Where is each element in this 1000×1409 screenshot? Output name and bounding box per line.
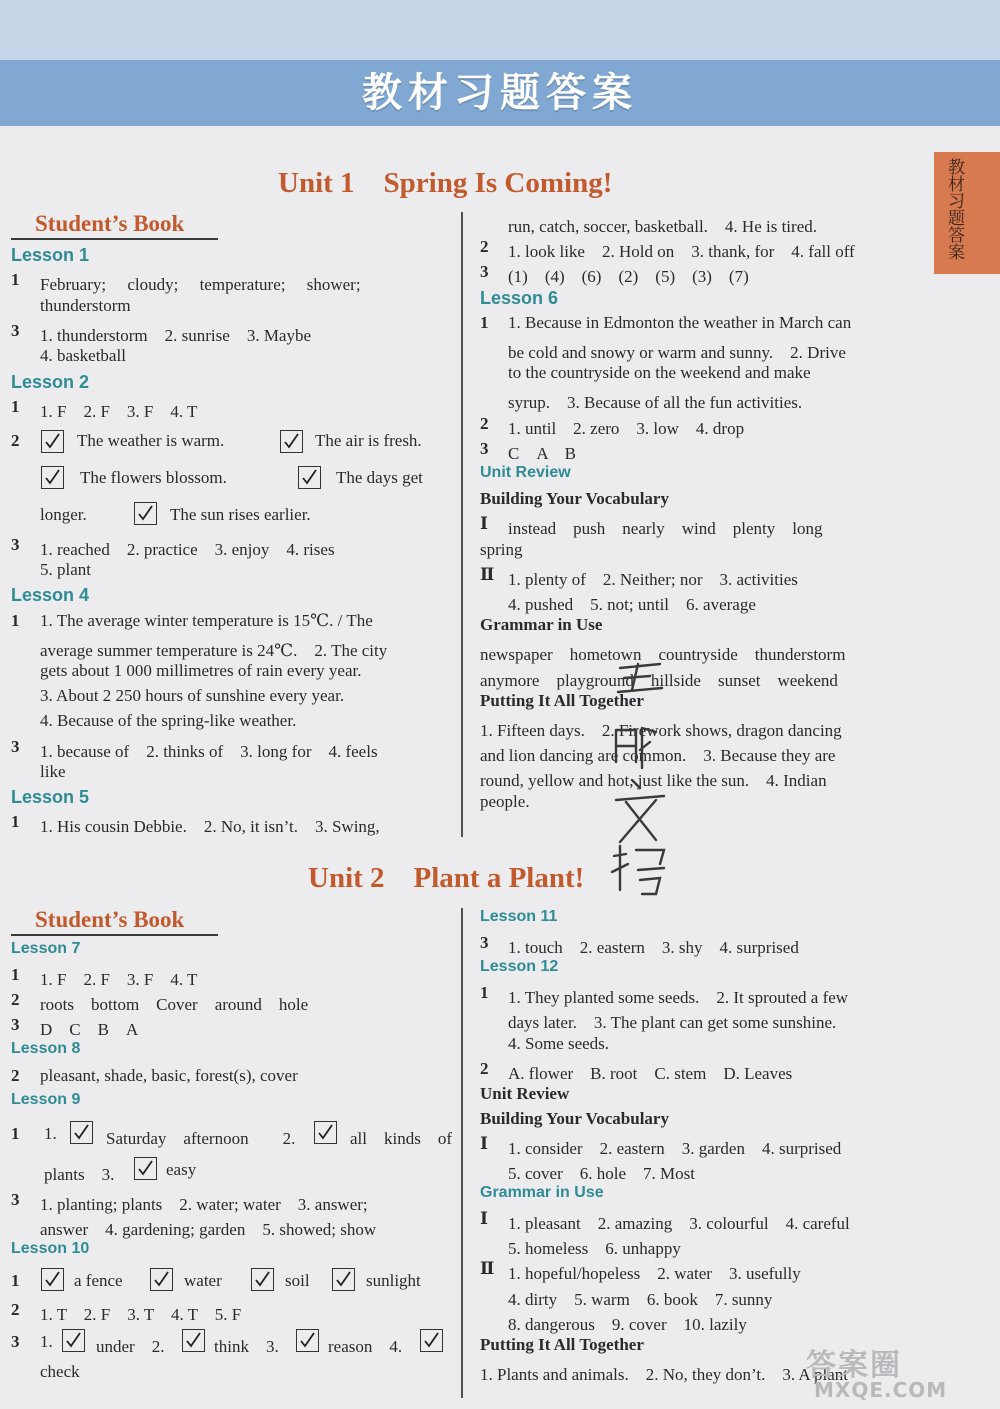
answer-text: thunderstorm — [40, 295, 131, 315]
answer-text: anymore playground hillside sunset weekend — [480, 670, 838, 690]
section-heading: Grammar in Use — [480, 1184, 604, 1202]
section-heading: Lesson 2 — [11, 371, 90, 392]
answer-text: The flowers blossom. — [80, 468, 227, 487]
answer-text: 1. His cousin Debbie. 2. No, it isn’t. 3. Swing, — [40, 817, 380, 837]
item-number: 1 — [11, 965, 20, 985]
unit2-title: Unit 2 Plant a Plant! — [308, 862, 585, 894]
item-number: 2 — [480, 237, 489, 257]
check-icon — [137, 504, 154, 522]
answer-text: The days get — [336, 468, 423, 487]
unit2-book-heading: Student’s Book — [11, 907, 218, 936]
answer-text: 1. Plants and animals. 2. No, they don’t. 3. A plant — [480, 1364, 848, 1384]
check-icon — [299, 1331, 316, 1349]
section-heading: Lesson 11 — [480, 908, 558, 925]
answer-text: 1. look like 2. Hold on 3. thank, for 4. fall off — [508, 242, 855, 262]
check-icon — [423, 1331, 440, 1349]
answer-text: and lion dancing are common. 3. Because they are — [480, 746, 836, 766]
checkbox-checked[interactable] — [62, 1329, 85, 1352]
column-divider — [461, 212, 463, 837]
answer-text: 1. — [40, 1332, 53, 1351]
answer-text: all kinds of — [350, 1129, 452, 1148]
answer-text: 1. pleasant 2. amazing 3. colourful 4. careful — [508, 1214, 850, 1234]
answer-text: 1. The average winter temperature is 15℃. / The — [40, 610, 373, 630]
item-number: Ⅱ — [480, 564, 495, 584]
answer-text: 1. because of 2. thinks of 3. long for 4. feels — [40, 741, 378, 761]
answer-text: newspaper hometown countryside thunderstorm — [480, 645, 846, 665]
page-banner — [0, 60, 1000, 126]
answer-text: 1. hopeful/hopeless 2. water 3. usefully — [508, 1264, 801, 1284]
answer-text: roots bottom Cover around hole — [40, 995, 309, 1015]
answer-text: water — [184, 1271, 222, 1290]
item-number: 2 — [480, 1058, 489, 1078]
answer-text: 3. About 2 250 hours of sunshine every year. — [40, 686, 345, 706]
answer-text: answer 4. gardening; garden 5. showed; show — [40, 1220, 377, 1240]
answer-text: 1. reached 2. practice 3. enjoy 4. rises — [40, 540, 335, 559]
checkbox-checked[interactable] — [182, 1329, 205, 1352]
item-number: Ⅰ — [480, 1209, 488, 1229]
answer-text: 1. T 2. F 3. T 4. T 5. F — [40, 1305, 242, 1324]
section-heading: Lesson 10 — [11, 1240, 90, 1258]
answer-text: A. flower B. root C. stem D. Leaves — [508, 1063, 793, 1083]
check-icon — [185, 1331, 202, 1349]
checkbox-checked[interactable] — [41, 1268, 64, 1291]
answer-text: 5. cover 6. hole 7. Most — [508, 1164, 695, 1183]
answer-text: 4. dirty 5. warm 6. book 7. sunny — [508, 1289, 773, 1309]
answer-text: 4. Because of the spring-like weather. — [40, 711, 297, 731]
section-heading: Unit Review — [480, 464, 571, 481]
checkbox-checked[interactable] — [134, 502, 157, 525]
answer-text: spring — [480, 539, 523, 559]
item-number: 1 — [11, 396, 20, 416]
check-icon — [335, 1270, 352, 1288]
item-number: 1 — [11, 812, 20, 832]
item-number: 3 — [11, 1190, 20, 1209]
subsection-heading: Putting It All Together — [480, 1334, 644, 1354]
side-tab — [934, 152, 1000, 274]
check-icon — [44, 468, 61, 486]
answer-text: think 3. — [214, 1337, 279, 1356]
item-number: 2 — [11, 1300, 20, 1319]
answer-text: Saturday afternoon 2. — [106, 1129, 296, 1148]
item-number: 2 — [11, 1065, 20, 1085]
watermark-url: MXQE.COM — [814, 1378, 948, 1402]
unit1-title: Unit 1 Spring Is Coming! — [278, 167, 613, 199]
answer-text: 4. basketball — [40, 346, 126, 366]
item-number: Ⅰ — [480, 1133, 488, 1153]
checkbox-checked[interactable] — [332, 1268, 355, 1291]
item-number: 1 — [480, 983, 489, 1003]
answer-text: 1. thunderstorm 2. sunrise 3. Maybe — [40, 325, 312, 345]
check-icon — [153, 1270, 170, 1288]
item-number: 3 — [480, 933, 489, 953]
checkbox-checked[interactable] — [150, 1268, 173, 1291]
item-number: 3 — [11, 320, 20, 340]
item-number: 3 — [480, 262, 489, 282]
item-number: 2 — [480, 413, 489, 433]
answer-text: 1. consider 2. eastern 3. garden 4. surprised — [508, 1138, 842, 1158]
check-icon — [44, 1270, 61, 1288]
answer-text: 8. dangerous 9. cover 10. lazily — [508, 1314, 747, 1334]
checkbox-checked[interactable] — [251, 1268, 274, 1291]
item-number: 3 — [480, 438, 489, 458]
answer-text: 1. touch 2. eastern 3. shy 4. surprised — [508, 938, 799, 958]
checkbox-checked[interactable] — [420, 1329, 443, 1352]
answer-text: sunlight — [366, 1271, 421, 1290]
answer-text: days later. 3. The plant can get some sunshine. — [508, 1013, 837, 1033]
checkbox-checked[interactable] — [134, 1157, 157, 1180]
answer-text: reason 4. — [328, 1337, 403, 1356]
check-icon — [65, 1331, 82, 1349]
answer-text: 1. planting; plants 2. water; water 3. answer; — [40, 1195, 368, 1214]
section-heading: Lesson 1 — [11, 245, 90, 265]
unit1-book-heading: Student’s Book — [11, 211, 218, 240]
checkbox-checked[interactable] — [298, 466, 321, 489]
check-icon — [301, 468, 318, 486]
answer-text: be cold and snowy or warm and sunny. 2. Drive — [508, 343, 846, 362]
check-icon — [73, 1123, 90, 1141]
item-number: 2 — [11, 431, 20, 450]
answer-text: syrup. 3. Because of all the fun activities. — [508, 393, 803, 413]
answer-text: easy — [166, 1160, 197, 1179]
item-number: 1 — [11, 270, 20, 290]
answer-text: under 2. — [96, 1337, 165, 1356]
answer-text: 5. plant — [40, 560, 91, 580]
answer-text: The air is fresh. — [315, 431, 422, 450]
answer-text: 1. Fifteen days. 2. Firework shows, dragon dancing — [480, 721, 842, 740]
subsection-heading: Grammar in Use — [480, 615, 603, 635]
answer-text: instead push nearly wind plenty long — [508, 519, 823, 539]
answer-text: February; cloudy; temperature; shower; — [40, 275, 361, 295]
checkbox-checked[interactable] — [41, 466, 64, 489]
subsection-heading: Building Your Vocabulary — [480, 1108, 669, 1128]
answer-text: gets about 1 000 millimetres of rain every year. — [40, 661, 362, 680]
answer-text: 4. pushed 5. not; until 6. average — [508, 595, 756, 614]
answer-text: people. — [480, 791, 530, 811]
checkbox-checked[interactable] — [70, 1121, 93, 1144]
page-title: 教材习题答案 — [362, 70, 638, 116]
answer-text: longer. — [40, 505, 87, 524]
check-icon — [317, 1123, 334, 1141]
handwriting-scribble — [580, 650, 690, 915]
section-heading: Lesson 5 — [11, 787, 90, 807]
answer-text: The sun rises earlier. — [170, 505, 311, 524]
item-number: Ⅱ — [480, 1259, 495, 1279]
top-strip — [0, 0, 1000, 60]
answer-text: D C B A — [40, 1020, 139, 1040]
item-number: 3 — [11, 1332, 20, 1351]
item-number: 1 — [11, 1271, 20, 1290]
section-heading: Lesson 6 — [480, 287, 559, 308]
watermark-logo-text: 答案圈 — [806, 1348, 902, 1383]
answer-text: 1. Because in Edmonton the weather in March can — [508, 312, 852, 332]
item-number: 3 — [11, 1015, 20, 1035]
subsection-heading: Building Your Vocabulary — [480, 489, 669, 509]
answer-text: like — [40, 761, 66, 781]
answer-text: check — [40, 1362, 80, 1381]
answer-text: 1. They planted some seeds. 2. It sprouted a few — [508, 988, 849, 1008]
section-heading: Lesson 7 — [11, 940, 81, 957]
watermark — [806, 1340, 948, 1402]
subsection-heading: Putting It All Together — [480, 690, 644, 710]
item-number: 1 — [11, 1124, 20, 1143]
section-heading: Lesson 12 — [480, 958, 559, 976]
answer-text: to the countryside on the weekend and make — [508, 363, 811, 383]
check-icon — [137, 1159, 154, 1177]
answer-text: run, catch, soccer, basketball. 4. He is tired. — [508, 217, 817, 236]
answer-text: round, yellow and hot, just like the sun. 4. Indian — [480, 771, 827, 791]
answer-text: plants 3. — [44, 1165, 115, 1184]
answer-text: 1. until 2. zero 3. low 4. drop — [508, 418, 745, 438]
item-number: 1 — [480, 312, 489, 332]
checkbox-checked[interactable] — [314, 1121, 337, 1144]
section-heading: Lesson 4 — [11, 585, 90, 606]
side-tab-label: 教材习题答案 — [944, 158, 964, 260]
answer-text: The weather is warm. — [77, 431, 225, 450]
section-heading: Lesson 8 — [11, 1040, 81, 1058]
checkbox-checked[interactable] — [41, 430, 64, 453]
section-heading: Lesson 9 — [11, 1090, 81, 1108]
check-icon — [254, 1270, 271, 1288]
item-number: 3 — [11, 736, 20, 756]
subsection-heading: Unit Review — [480, 1083, 570, 1103]
column-divider — [461, 908, 463, 1398]
answer-text: C A B — [508, 443, 577, 463]
item-number: 2 — [11, 990, 20, 1010]
answer-text: (1) (4) (6) (2) (5) (3) (7) — [508, 267, 749, 287]
answer-text: 5. homeless 6. unhappy — [508, 1239, 681, 1259]
answer-text: 1. plenty of 2. Neither; nor 3. activities — [508, 569, 798, 589]
checkbox-checked[interactable] — [280, 430, 303, 453]
answer-text: 4. Some seeds. — [508, 1033, 610, 1053]
answer-text: 1. F 2. F 3. F 4. T — [40, 970, 198, 990]
checkbox-checked[interactable] — [296, 1329, 319, 1352]
answer-text: 1. — [44, 1124, 57, 1143]
answer-text: soil — [285, 1271, 310, 1290]
check-icon — [44, 432, 61, 450]
answer-text: average summer temperature is 24℃. 2. The city — [40, 640, 388, 660]
check-icon — [283, 432, 300, 450]
answer-text: pleasant, shade, basic, forest(s), cover — [40, 1065, 298, 1085]
item-number: 3 — [11, 535, 20, 554]
item-number: 1 — [11, 610, 20, 630]
answer-text: a fence — [74, 1271, 123, 1290]
answer-text: 1. F 2. F 3. F 4. T — [40, 401, 198, 421]
item-number: Ⅰ — [480, 514, 488, 534]
